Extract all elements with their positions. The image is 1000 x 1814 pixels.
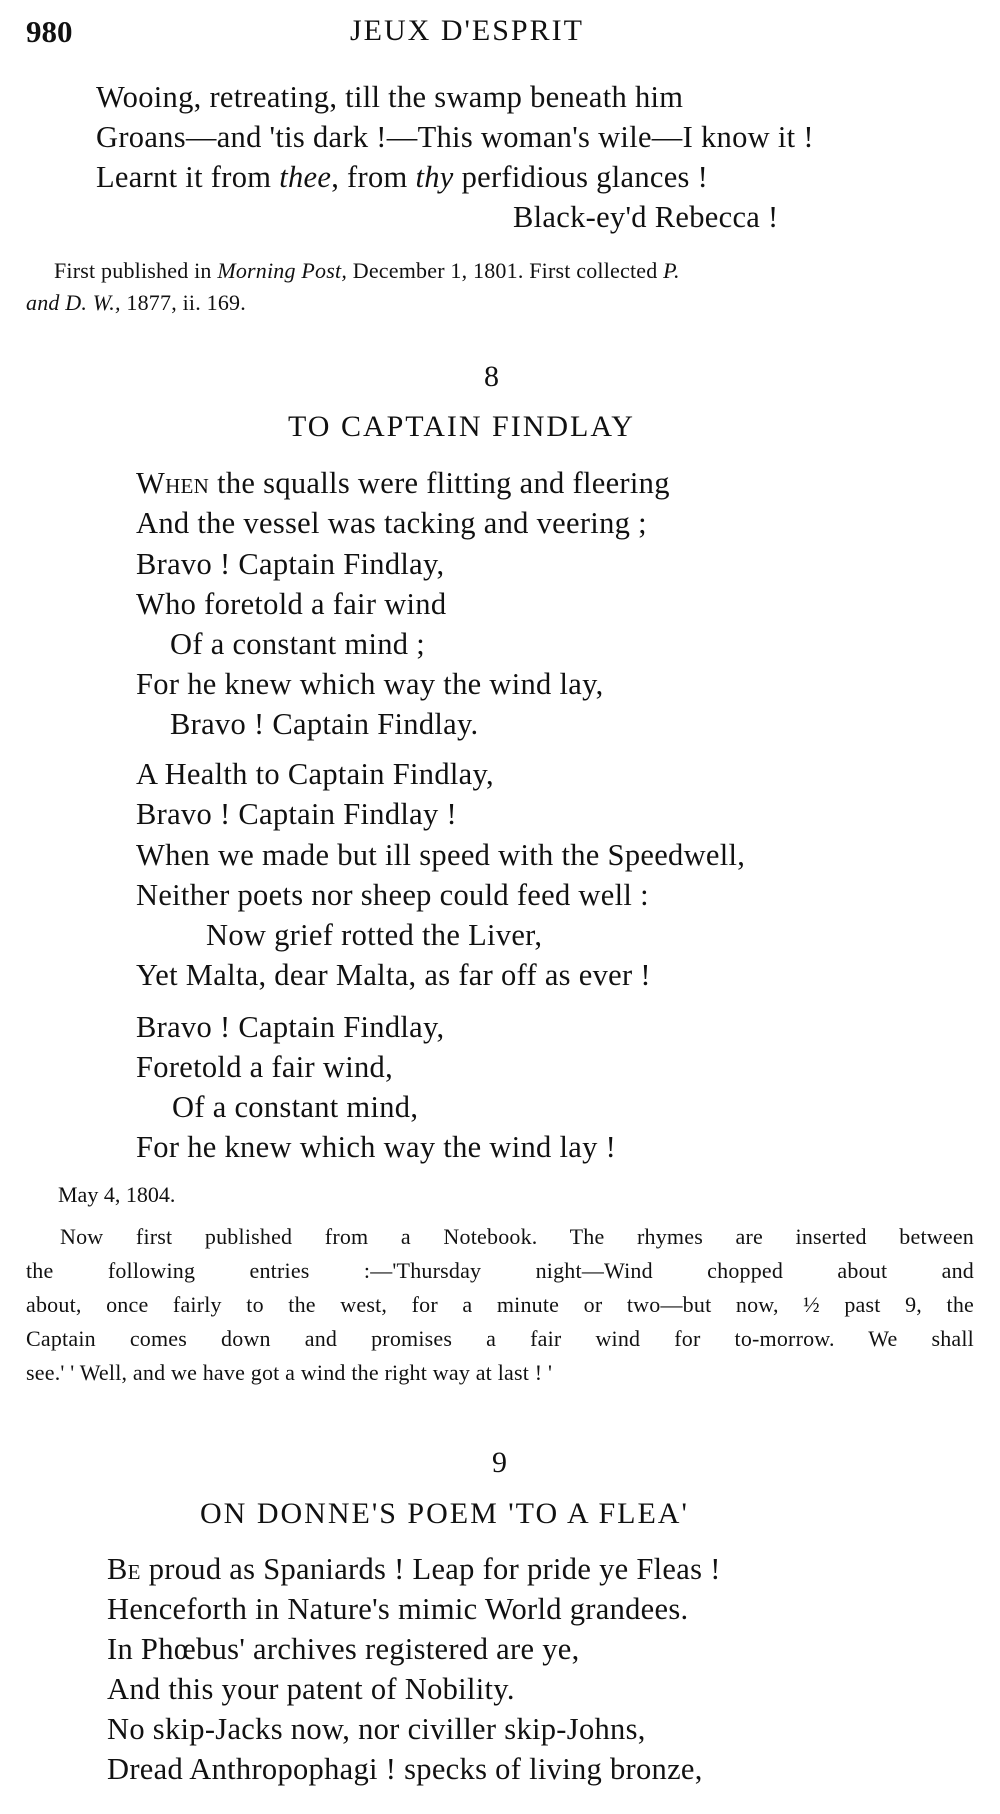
verse-line: Foretold a fair wind,	[136, 1050, 394, 1084]
verse-line: Be proud as Spaniards ! Leap for pride ye Fleas !	[107, 1552, 721, 1586]
page-number: 980	[26, 14, 73, 49]
verse-line: When the squalls were flitting and fleering	[136, 466, 670, 500]
verse-line: When we made but ill speed with the Speedwell,	[136, 838, 746, 872]
verse-line: Henceforth in Nature's mimic World grandees.	[107, 1592, 689, 1626]
verse-line: Neither poets nor sheep could feed well :	[136, 878, 649, 912]
bibliographic-note: and D. W., 1877, ii. 169.	[26, 290, 246, 315]
poem-date: May 4, 1804.	[58, 1182, 176, 1207]
verse-line: Bravo ! Captain Findlay.	[170, 707, 479, 741]
verse-line: And this your patent of Nobility.	[107, 1672, 515, 1706]
verse-line: Groans—and 'tis dark !—This woman's wile—I know it !	[96, 120, 814, 154]
verse-line: In Phœbus' archives registered are ye,	[107, 1632, 580, 1666]
editorial-note-line: Now first published from a Notebook. The rhymes are inserted between	[60, 1224, 974, 1249]
editorial-note-line: about, once fairly to the west, for a minute or two—but now, ½ past 9, the	[26, 1292, 974, 1317]
poem-title: TO CAPTAIN FINDLAY	[288, 410, 635, 443]
verse-line: For he knew which way the wind lay !	[136, 1130, 617, 1164]
verse-line: Who foretold a fair wind	[136, 587, 447, 621]
running-title: JEUX D'ESPRIT	[350, 14, 584, 47]
verse-line: Yet Malta, dear Malta, as far off as ever !	[136, 958, 651, 992]
verse-line: No skip-Jacks now, nor civiller skip-Johns,	[107, 1712, 646, 1746]
verse-line: Now grief rotted the Liver,	[206, 918, 543, 952]
verse-line: Of a constant mind ;	[170, 627, 426, 661]
verse-line: Dread Anthropophagi ! specks of living bronze,	[107, 1752, 703, 1786]
verse-line: Black-ey'd Rebecca !	[513, 200, 779, 234]
editorial-note-line: Captain comes down and promises a fair wind for to-morrow. We shall	[26, 1326, 974, 1351]
poem-title: ON DONNE'S POEM 'TO A FLEA'	[200, 1497, 689, 1530]
verse-line: For he knew which way the wind lay,	[136, 667, 604, 701]
verse-line: Bravo ! Captain Findlay !	[136, 797, 457, 831]
verse-line: Wooing, retreating, till the swamp beneath him	[96, 80, 684, 114]
verse-line: A Health to Captain Findlay,	[136, 757, 494, 791]
poem-number: 9	[492, 1446, 507, 1479]
verse-line: Learnt it from thee, from thy perfidious glances !	[96, 160, 709, 194]
verse-line: And the vessel was tacking and veering ;	[136, 506, 647, 540]
editorial-note-line: the following entries :—'Thursday night—Wind chopped about and	[26, 1258, 974, 1283]
verse-line: Bravo ! Captain Findlay,	[136, 547, 445, 581]
bibliographic-note: First published in Morning Post, December 1, 1801. First collected P.	[54, 258, 680, 283]
verse-line: Of a constant mind,	[172, 1090, 419, 1124]
verse-line: Bravo ! Captain Findlay,	[136, 1010, 445, 1044]
editorial-note-line: see.' ' Well, and we have got a wind the right way at last ! '	[26, 1360, 553, 1385]
poem-number: 8	[484, 360, 499, 393]
